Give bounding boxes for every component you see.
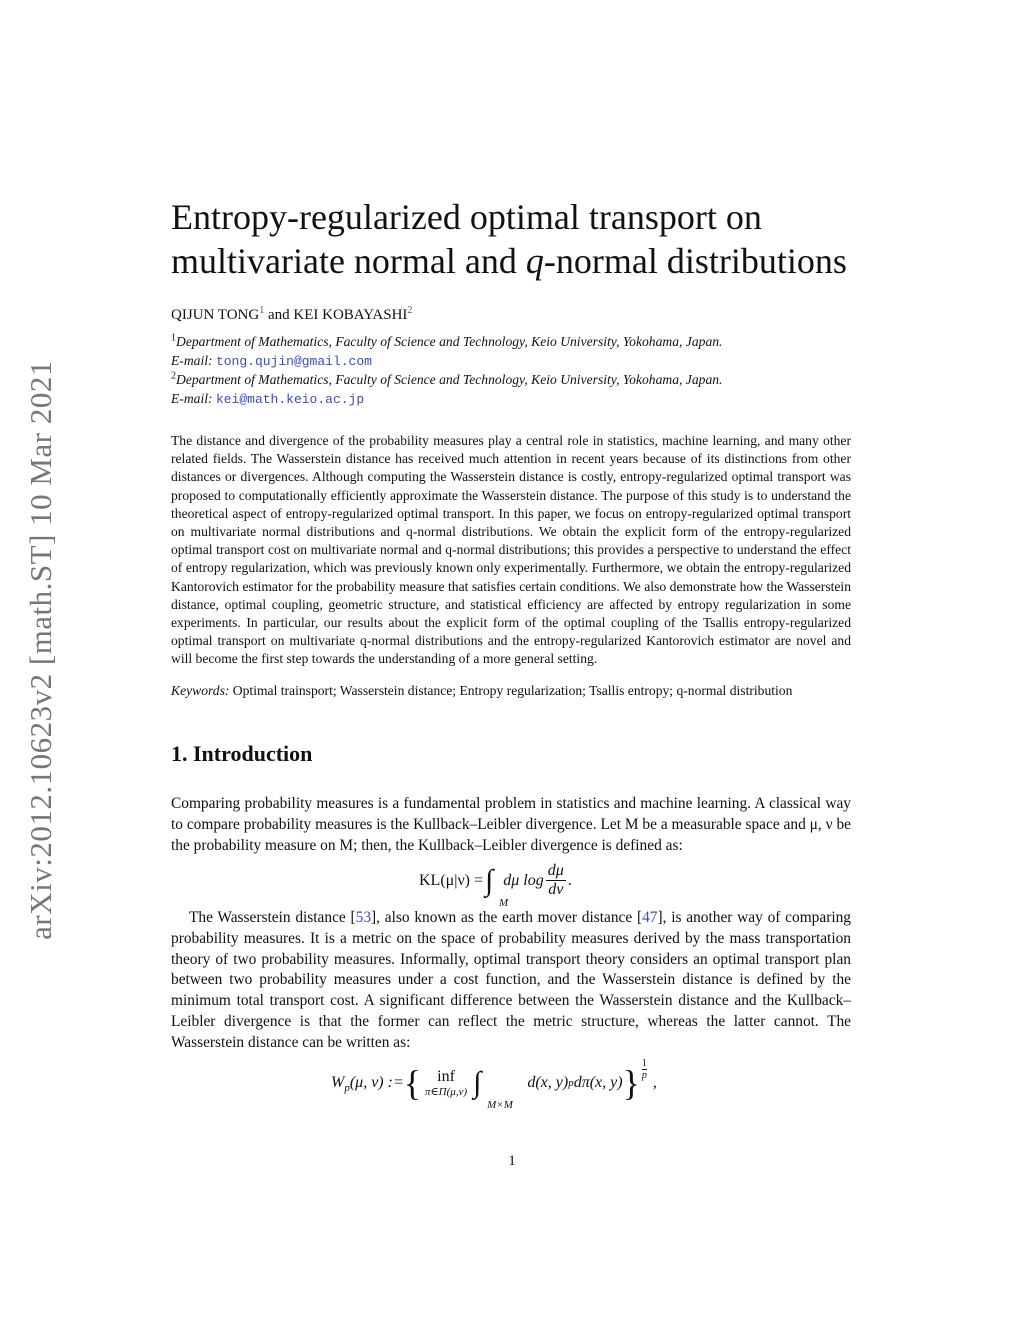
intro-paragraph-1: Comparing probability measures is a fundamental problem in statistics and machine learning. A classical way to compare probability measures is the Kullback–Leibler divergence. Let M be a measurable space and μ, ν be the probability measure on M; then, the Kullback–Leibler divergence is defined as:: [171, 795, 851, 854]
section-heading-introduction: 1. Introduction: [171, 741, 313, 767]
equation-kl-divergence: KL(μ|ν) = ∫ M dμ log $\frac{d\mu}{d\nu}$ .: [419, 862, 572, 909]
arxiv-stamp: [8, 340, 74, 960]
citation-53[interactable]: 53: [355, 909, 372, 927]
email-link-kobayashi[interactable]: kei@math.keio.ac.jp: [215, 391, 365, 407]
author-kobayashi: KEI KOBAYASHI: [293, 307, 408, 323]
fraction-dmu-dnu: $\frac{d\mu}{d\nu}$: [547, 862, 564, 899]
affiliation-ref-2[interactable]: 2: [407, 305, 413, 316]
paper-title: [171, 195, 851, 283]
email-line-1: E-mail: tong.qujin@gmail.com: [171, 352, 372, 369]
title-line-1: Entropy-regularized optimal transport on: [171, 197, 762, 237]
author-tong: QIJUN TONG: [171, 307, 260, 323]
exponent-one-over-p: 1 p: [641, 1057, 647, 1081]
infimum-operator: inf π∈Π(μ,ν): [425, 1068, 468, 1099]
title-line-2: multivariate normal and q-normal distributions: [171, 241, 847, 281]
abstract: The distance and divergence of the probability measures play a central role in statistics, machine learning, and many other related fields. The Wasserstein distance has received much attention in recent years because of its distinctions from other distances or divergences. Although computing the Wasserstein distance is costly, entropy-regularized optimal transport was proposed to computationally efficiently approximate the Wasserstein distance. The purpose of this study is to understand the theoretical aspect of entropy-regularized optimal transport. In this paper, we focus on entropy-regularized optimal transport on multivariate normal distributions and q-normal distributions. We obtain the explicit form of the entropy-regularized optimal transport cost on multivariate normal and q-normal distributions; this provides a perspective to understand the effect of entropy regularization, which was previously known only experimentally. Furthermore, we obtain the entropy-regularized Kantorovich estimator for the probability measure that satisfies certain conditions. We also demonstrate how the Wasserstein distance, optimal coupling, geometric structure, and statistical efficiency are affected by entropy regularization in some experiments. In particular, our results about the explicit form of the optimal coupling of the Tsallis entropy-regularized optimal transport on multivariate q-normal distributions and the entropy-regularized Kantorovich estimator are novel and will become the first step towards the understanding of a more general setting.: [171, 433, 851, 667]
affiliation-2: $^2$Department of Mathematics, Faculty of Science and Technology, Keio University, Yokohama, Japan.: [171, 370, 723, 387]
citation-47[interactable]: 47: [642, 909, 658, 927]
affiliation-ref-1[interactable]: 1: [259, 305, 265, 316]
affiliations: [171, 333, 851, 409]
keywords: Keywords: Optimal trainsport; Wasserstein distance; Entropy regularization; Tsallis entropy; q-normal distribution: [171, 683, 793, 699]
paper-content: [171, 195, 851, 1115]
email-line-2: E-mail: kei@math.keio.ac.jp: [171, 390, 365, 407]
integral-sign: ∫ M: [485, 863, 509, 909]
arxiv-id-text: arXiv:2012.10623v2 [math.ST] 10 Mar 2021: [23, 360, 58, 940]
author-list: QIJUN TONG$^1$ and KEI KOBAYASHI$^2$: [171, 305, 413, 323]
integral-sign-mxm: ∫ M×M: [473, 1066, 513, 1112]
email-link-tong[interactable]: tong.qujin@gmail.com: [215, 353, 372, 369]
intro-paragraph-2: The Wasserstein distance [53], also known as the earth mover distance [47], is another way of comparing probability measures. It is a metric on the space of probability measures derived by the mass transportation theory of two probability measures. Informally, optimal transport theory considers an optimal transport plan between two probability measures under a cost function, and the Wasserstein distance is defined by the minimum total transport cost. A significant difference between the Wasserstein distance and the Kullback–Leibler divergence is that the former can reflect the metric structure, whereas the latter cannot. The Wasserstein distance can be written as:: [171, 909, 851, 1051]
equation-wasserstein: W p (μ, ν) := { inf π∈Π(μ,ν) ∫ M×M d(x, y) p dπ(x, y) } 1 p ,: [331, 1057, 657, 1112]
affiliation-1: $^1$Department of Mathematics, Faculty of Science and Technology, Keio University, Yokohama, Japan.: [171, 332, 723, 349]
page-number: 1: [508, 1153, 516, 1169]
